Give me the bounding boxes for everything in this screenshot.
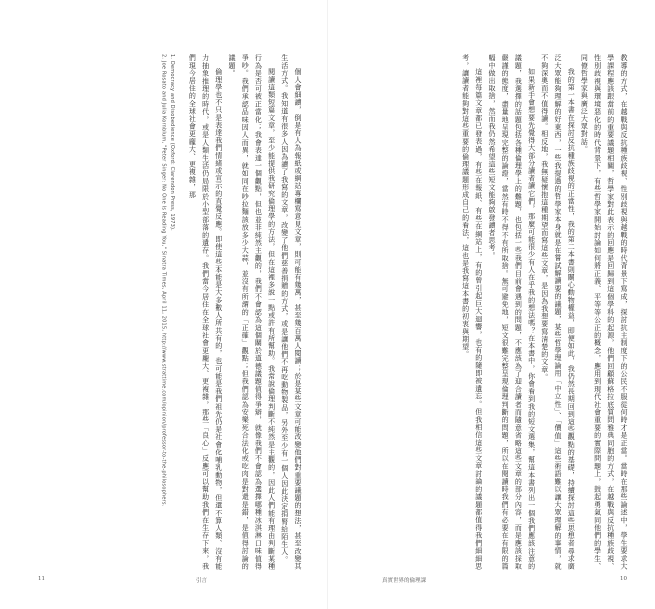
footnote: 1. Democracy and Disobedience (Oxford: Clarendon Press, 1973). [169, 54, 176, 231]
left-page [0, 0, 327, 609]
paragraph: 個人會細讀，倒是有人為報紙或網站專欄寫意見文章，則可能有幾萬，甚至幾百萬人閱讀；於是某些文章可能改變他們對重要議題的想法，甚至改變其生活方式。我知道有很多人因為讀了我寫的文章，改變了他們慈善捐贈的方式，或是讓他們不再吃動物製品，另外至少有一個人因此決定捐腎給陌生人。 [280, 54, 302, 570]
page-number: 11 [38, 576, 45, 582]
running-head: 引言 [196, 578, 208, 584]
right-page [328, 0, 655, 609]
paragraph: 如果新手會想要先覺得大部分讀者讀它們，那麼可能很少有人在乎我的想法嗎？在本書中，你會看到我的短文選集，幫這本書列出一個我們應該注意的議題，我選擇的話題包括各種倫理學上的難題，也包括一些我們目前會遇到的問題，不應該為了迎合讀者而隨意省略這些文章的部分內容，而是應該採取嚴謹的態度，盡量地呈現完整的論證，當然有時不得不有所取捨。無可避免地，短文很難完整呈現倫理判斷的問題，所以在閱讀時我們有必要在有限的篇幅中做出取捨，然而我仍然希望這些短文能夠啟發讀者思考。 [487, 54, 536, 570]
paragraph: 閱讀這類短篇文章，至少能提供我研究倫理學的方法，但在這裡多說一點或許有所幫助。我常說倫理判斷不純然是主觀的，因此人們能有理由判斷某種行為是否可被正當化；我會表達一個觀點，但也並非純然主觀的，我們不會認為這個關於道德議題值得爭辯，就像我們不會認為選擇哪種冰淇淋口味值得爭吵。我們承認品味因人而異，就如同在吵拉麵該放多少大蒜，並沒有所謂的「正確」觀點；但我們認為安樂死合法化或吃肉是對還是錯，是值得討論的議題。 [227, 54, 276, 570]
paragraph: 教導的方式，在越戰與反抗種族歧視、性別歧視與越戰的時代背景下寫成，探討抗主制度下的公民不服從何時才是正當。當時在那些論述中，學生要求大學課程應該跟當前的重要議題相關，哲學家對此表示的回應是回歸到這個學科的起源，他們回顧蘇格拉底質問雅典同胞的方式，在越戰與反抗種族歧視、性別歧視與環境惡化的時代背景下，有些哲學家開始討論如何將正義、平等等公正的概念，應用到現代社會重要的實際問題上，鼓起勇氣同他們的學生、同僚哲學家與廣泛大眾對話。 [580, 54, 628, 570]
paragraph: 倫理學也不只是表達我們情緒或宣示的直覺反應。即使這些本能是大多數人所共有的，也可能是我們祖先仍是社會化哺乳動物，但還不算人類、沒有能力抽象推理的時代，或是人類生活仍局限於小型部落的遺存。我們當今居住在全球社會更龐大、更複雜，那些「良心」反應可以幫助我們在生存下來，我們現今居住的全球社會更龐大、更複雜，那 [188, 54, 223, 570]
right-page-text [358, 54, 630, 570]
paragraph: 我的第一本書在探討反抗種族歧視的正當性，我的第二本書則關心動物權益，即便如此，我仍然長期回到這些觀點的基礎，持續探討這些思想者尋求廣泛大眾能夠理解的好東西，一些我提過的哲學家本身就是在嘗試解讀要的議題，某些哲學理論用「中立性」、「價值」這些術語難以讓大眾理解的事情，就不夠深奧而不值得讀。相反地，我無疑懷抱這種期望而寫這些文章，是因為我想要寫清楚的文章。 [540, 54, 576, 570]
footnote: 2. Joe Rosato and Julia Kornblum, "Peter Singer: No One Is Reading You," Sinatra Times, April 11, 2015, http://www.strattime.com/opinion/professor-to-the-philosophers. [160, 54, 167, 507]
left-page-text [44, 54, 304, 570]
footnotes [159, 54, 186, 570]
paragraph: 這裡每篇文章都已發表過，有些在報紙、有些在網站上，有的曾引起巨大迴響，也有的隨即被遺忘。但我相信這些文章討論的議題都值得我們細細思考，讓讀者能夠對這些重要的倫理議題形成自己的看法，這也是我寫這本書的初衷與期望。 [461, 54, 483, 570]
page-number: 10 [620, 576, 627, 582]
running-head: 真實世界的倫理課 [382, 578, 427, 584]
